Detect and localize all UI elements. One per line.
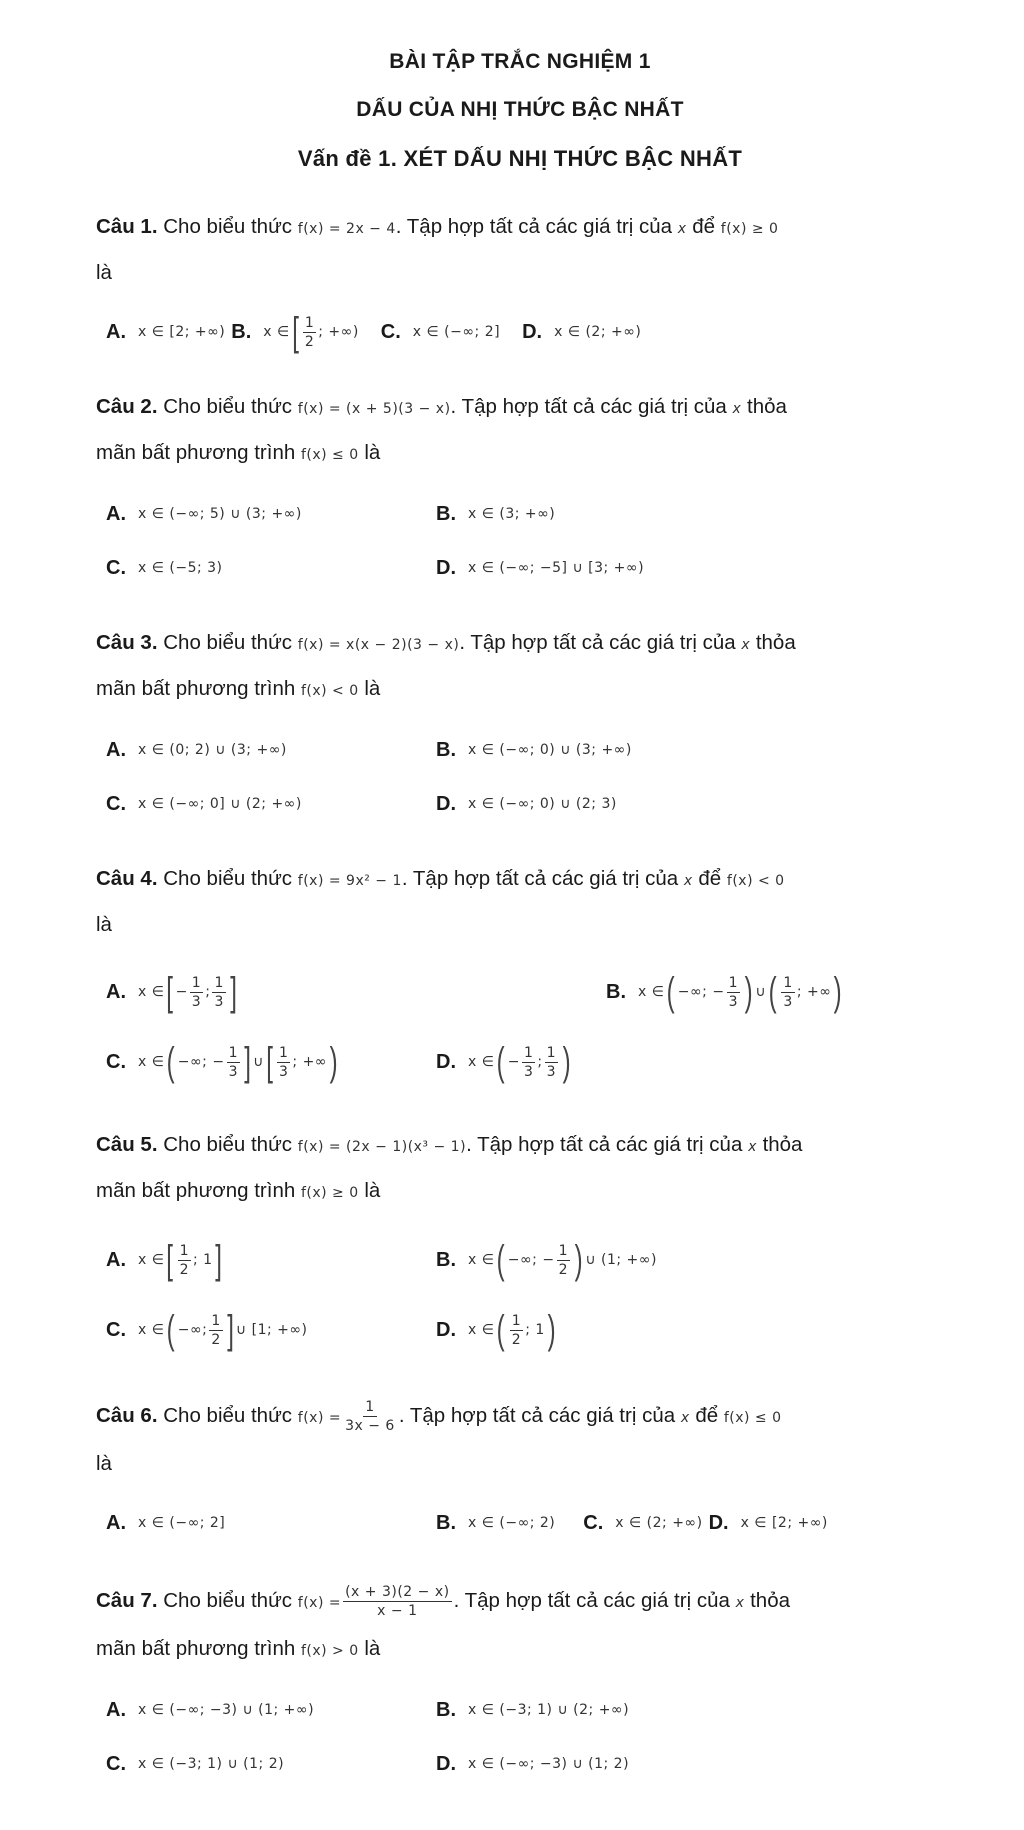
option-d[interactable] [522, 317, 641, 347]
math-expression: f(x) = x(x − 2)(3 − x) [297, 637, 460, 653]
question-text: là [364, 677, 381, 700]
option-text: −∞; [177, 1322, 208, 1338]
option-text: x ∈ [138, 984, 165, 1000]
separator: ; [537, 1054, 543, 1070]
denominator: 3 [278, 1063, 289, 1080]
question-text: thỏa [750, 1588, 790, 1612]
option-a[interactable] [106, 499, 436, 529]
question-text: Cho biểu thức [163, 1588, 293, 1612]
option-d[interactable]: D. x ∈ ( − $\frac{1}{3}$ ; $\frac{1}{3}$ ) [436, 1040, 571, 1084]
chapter-title: DẤU CỦA NHỊ THỨC BẬC NHẤT [356, 98, 684, 121]
option-label: C. [106, 1753, 126, 1775]
question-text: thỏa [762, 1133, 803, 1156]
answer-options [80, 312, 960, 352]
option-d[interactable]: D. x ∈ ( $\frac{1}{2}$ ; 1 ) [436, 1308, 556, 1352]
option-text: ; +∞) [318, 324, 359, 340]
option-label: D. [436, 1753, 456, 1775]
option-label: B. [436, 1699, 456, 1721]
option-label: C. [106, 1319, 126, 1341]
fraction [557, 1242, 570, 1279]
fraction [522, 1044, 535, 1081]
numerator: 1 [558, 1242, 568, 1259]
math-condition: f(x) ≤ 0 [723, 1409, 782, 1426]
option-label: B. [606, 981, 626, 1003]
option-c[interactable] [106, 789, 436, 819]
option-label: D. [708, 1512, 729, 1534]
question-text: thỏa [747, 395, 787, 418]
numerator: 1 [728, 974, 738, 991]
numerator: 1 [524, 1044, 534, 1061]
fraction [303, 314, 316, 351]
option-text: ; 1 [192, 1252, 213, 1268]
question-text: . Tập hợp tất cả các giá trị của [398, 1403, 676, 1427]
option-text: x ∈ [638, 984, 665, 1000]
option-text: x ∈ (−3; 1) ∪ (1; 2) [138, 1756, 285, 1772]
option-text: x ∈ (2; +∞) [554, 324, 642, 340]
math-condition: f(x) ≤ 0 [300, 447, 359, 463]
numerator: 1 [211, 1312, 221, 1329]
option-text: x ∈ (2; +∞) [615, 1515, 703, 1531]
question-stem [80, 1583, 960, 1620]
option-text: x ∈ (−∞; 0] ∪ (2; +∞) [138, 796, 302, 812]
question-6 [80, 1398, 960, 1543]
option-text: −∞; − [677, 984, 725, 1000]
question-number: Câu 7. [96, 1588, 158, 1612]
question-7 [80, 1583, 960, 1784]
question-1 [80, 212, 960, 352]
option-label: A. [106, 1512, 126, 1534]
option-text: x ∈ [2; +∞) [740, 1515, 828, 1531]
option-text: x ∈ [2; +∞) [138, 324, 226, 340]
math-variable: x [677, 221, 687, 237]
option-a[interactable]: A. x ∈ [ $\frac{1}{2}$ ; 1 ] [106, 1238, 222, 1282]
question-text: là [364, 441, 381, 464]
option-text: x ∈ (−∞; −5] ∪ [3; +∞) [468, 560, 645, 576]
question-text: . Tập hợp tất cả các giá trị của [453, 1588, 730, 1612]
math-variable: x [732, 401, 742, 417]
numerator: 1 [214, 974, 224, 991]
option-text: x ∈ (−∞; 0) ∪ (3; +∞) [468, 742, 632, 758]
option-text: ; +∞ [292, 1054, 327, 1070]
option-text: x ∈ (−5; 3) [138, 560, 223, 576]
math-condition: f(x) ≥ 0 [720, 221, 779, 237]
option-a[interactable]: A. x ∈ [ − $\frac{1}{3}$ ; $\frac{1}{3}$ ] [106, 970, 237, 1014]
option-text: x ∈ (−∞; 5) ∪ (3; +∞) [138, 506, 302, 522]
question-number: Câu 3. [96, 631, 158, 654]
question-text: Cho biểu thức [163, 395, 293, 418]
fraction [190, 974, 203, 1011]
option-label: C. [583, 1512, 604, 1534]
question-text-continued [80, 1634, 960, 1666]
math-condition: f(x) ≥ 0 [300, 1185, 359, 1201]
option-text: x ∈ [138, 1322, 165, 1338]
denominator: 3 [191, 993, 202, 1010]
option-c[interactable]: C. x ∈ ( −∞; $\frac{1}{2}$ ] ∪ [1; +∞) [106, 1308, 308, 1352]
question-text: mãn bất phương trình [96, 1637, 296, 1660]
fraction [209, 1312, 222, 1349]
numerator: 1 [511, 1312, 522, 1329]
denominator: x − 1 [377, 1603, 418, 1619]
option-b[interactable] [436, 1695, 629, 1725]
option-c[interactable] [106, 553, 436, 583]
question-text: . Tập hợp tất cả các giá trị của [395, 215, 673, 238]
denominator: 3 [228, 1063, 238, 1080]
option-label: B. [436, 1249, 456, 1271]
math-variable: x [683, 873, 693, 889]
question-text: . Tập hợp tất cả các giá trị của [450, 395, 727, 418]
question-stem [80, 1130, 960, 1162]
option-label: D. [436, 1051, 456, 1073]
denominator: 2 [304, 333, 315, 350]
option-text: x ∈ [263, 324, 290, 340]
option-text: x ∈ (−∞; 2] [412, 324, 501, 340]
question-text: để [695, 1403, 719, 1427]
numerator: 1 [191, 974, 202, 991]
option-label: C. [106, 1051, 126, 1073]
answer-options [80, 964, 960, 1090]
question-4 [80, 864, 960, 1090]
option-label: A. [106, 739, 126, 761]
option-text: x ∈ (3; +∞) [468, 506, 556, 522]
numerator: 1 [304, 314, 315, 331]
question-stem [80, 212, 960, 244]
denominator: 3 [524, 1063, 534, 1080]
option-a[interactable] [106, 1508, 436, 1538]
fraction [781, 974, 794, 1011]
option-text: ∪ [1; +∞) [235, 1322, 308, 1338]
option-text: x ∈ [468, 1252, 495, 1268]
option-text: ; 1 [525, 1322, 545, 1338]
option-label: C. [106, 793, 126, 815]
denominator: 3 [546, 1063, 557, 1080]
question-text: là [364, 1179, 381, 1202]
numerator: 1 [228, 1044, 238, 1061]
option-label: C. [380, 321, 401, 343]
option-text: x ∈ (−∞; −3) ∪ (1; 2) [468, 1756, 630, 1772]
question-number: Câu 6. [96, 1403, 158, 1427]
question-text: Cho biểu thức [163, 1133, 293, 1156]
minus-sign: − [175, 984, 188, 1000]
denominator: 2 [511, 1331, 522, 1348]
question-text-continued [80, 674, 960, 706]
question-text: . Tập hợp tất cả các giá trị của [466, 1133, 743, 1156]
numerator: 1 [546, 1044, 557, 1061]
option-a[interactable] [106, 1695, 436, 1725]
option-d[interactable] [709, 1508, 828, 1538]
option-label: A. [106, 503, 126, 525]
question-text: để [698, 867, 722, 890]
option-a[interactable] [106, 317, 225, 347]
option-label: A. [106, 981, 126, 1003]
option-text: −∞; − [177, 1054, 225, 1070]
option-text: −∞; − [507, 1252, 555, 1268]
option-label: B. [231, 321, 252, 343]
separator: ; [205, 984, 211, 1000]
numerator: 1 [179, 1242, 189, 1259]
option-text: ; +∞ [796, 984, 832, 1000]
question-text: để [692, 215, 716, 238]
worksheet-title: BÀI TẬP TRẮC NGHIỆM 1 [389, 50, 651, 73]
question-text-continued [80, 1176, 960, 1208]
option-text: x ∈ (−3; 1) ∪ (2; +∞) [468, 1702, 630, 1718]
question-text: mãn bất phương trình [96, 1179, 296, 1202]
option-d[interactable] [436, 553, 644, 583]
answer-options [80, 1232, 960, 1358]
denominator: 3 [783, 993, 793, 1010]
option-text: x ∈ (−∞; −3) ∪ (1; +∞) [138, 1702, 315, 1718]
answer-options [80, 1503, 960, 1543]
question-text: là [364, 1637, 381, 1660]
option-d[interactable] [436, 1749, 629, 1779]
math-condition: f(x) > 0 [300, 1643, 359, 1659]
fraction [545, 1044, 558, 1081]
option-text: ∪ (1; +∞) [585, 1252, 657, 1268]
option-a[interactable] [106, 735, 436, 765]
math-variable: x [735, 1594, 745, 1611]
math-expression: f(x) = [297, 1594, 342, 1611]
fraction [178, 1242, 191, 1279]
fraction [227, 1044, 240, 1081]
option-c[interactable]: C. x ∈ ( −∞; − $\frac{1}{3}$ ] ∪ [ $\frac{1}{3}$ ; +∞ ) [106, 1040, 338, 1084]
fraction [343, 1398, 397, 1435]
option-label: A. [106, 1699, 126, 1721]
question-text: . Tập hợp tất cả các giá trị của [401, 867, 679, 890]
option-b[interactable]: B. x ∈ ( −∞; − $\frac{1}{3}$ ) ∪ ( $\frac{1}{3}$ ; +∞ ) [606, 970, 843, 1014]
fraction [277, 1044, 290, 1081]
option-c[interactable] [583, 1508, 702, 1538]
answer-options [80, 494, 960, 588]
option-text: x ∈ (−∞; 0) ∪ (2; 3) [468, 796, 617, 812]
option-label: A. [106, 1249, 126, 1271]
question-stem [80, 1398, 960, 1435]
denominator: 3x − 6 [345, 1418, 395, 1434]
option-b[interactable] [436, 499, 555, 529]
option-d[interactable] [436, 789, 617, 819]
option-label: D. [436, 1319, 456, 1341]
math-variable: x [748, 1139, 757, 1155]
option-text: x ∈ [138, 1054, 165, 1070]
question-number: Câu 5. [96, 1133, 158, 1156]
option-text: x ∈ (0; 2) ∪ (3; +∞) [138, 742, 287, 758]
question-text: mãn bất phương trình [96, 677, 296, 700]
option-b[interactable]: B. x ∈ [ $\frac{1}{2}$ ; +∞) [231, 310, 359, 354]
option-label: B. [436, 503, 456, 525]
math-expression: f(x) = [297, 1409, 342, 1426]
question-text: Cho biểu thức [163, 867, 293, 890]
fraction [212, 974, 225, 1011]
union-sign: ∪ [253, 1054, 264, 1070]
question-text: thỏa [755, 631, 796, 654]
option-label: A. [106, 321, 126, 343]
question-number: Câu 2. [96, 395, 158, 418]
union-sign: ∪ [755, 984, 767, 1000]
math-variable: x [680, 1409, 690, 1426]
option-label: D. [436, 557, 456, 579]
option-b[interactable] [436, 735, 632, 765]
question-text: Cho biểu thức [163, 1403, 293, 1427]
minus-sign: − [507, 1054, 520, 1070]
fraction [343, 1583, 452, 1620]
answer-options [80, 730, 960, 824]
option-c[interactable] [381, 317, 500, 347]
option-text: x ∈ [468, 1054, 495, 1070]
question-2 [80, 392, 960, 588]
denominator: 3 [214, 993, 224, 1010]
math-expression: f(x) = (2x − 1)(x³ − 1) [297, 1139, 467, 1155]
question-stem [80, 628, 960, 660]
option-c[interactable] [106, 1749, 436, 1779]
option-b[interactable]: B. x ∈ ( −∞; − $\frac{1}{2}$ ) ∪ (1; +∞) [436, 1238, 657, 1282]
question-text: là [96, 913, 112, 936]
question-text: Cho biểu thức [163, 215, 293, 238]
option-label: D. [436, 793, 456, 815]
math-variable: x [741, 637, 751, 653]
denominator: 2 [211, 1331, 221, 1348]
answer-options [80, 1690, 960, 1784]
fraction [727, 974, 740, 1011]
denominator: 2 [179, 1261, 189, 1278]
option-text: x ∈ [468, 1322, 495, 1338]
section-title: Vấn đề 1. XÉT DẤU NHỊ THỨC BẬC NHẤT [297, 146, 743, 171]
question-3 [80, 628, 960, 824]
question-stem [80, 392, 960, 424]
question-stem [80, 864, 960, 896]
numerator: 1 [783, 974, 793, 991]
numerator: (x + 3)(2 − x) [345, 1584, 450, 1600]
question-text: là [96, 1452, 112, 1475]
option-label: B. [436, 1512, 456, 1534]
option-label: C. [106, 557, 126, 579]
math-expression: f(x) = (x + 5)(3 − x) [297, 401, 451, 417]
question-text: Cho biểu thức [163, 631, 293, 654]
option-label: D. [522, 321, 543, 343]
denominator: 2 [558, 1261, 568, 1278]
math-expression: f(x) = 9x² − 1 [297, 873, 402, 889]
question-text: mãn bất phương trình [96, 441, 296, 464]
question-5 [80, 1130, 960, 1358]
option-text: x ∈ [138, 1252, 165, 1268]
question-text-continued [80, 438, 960, 470]
numerator: 1 [365, 1399, 375, 1415]
question-text: . Tập hợp tất cả các giá trị của [459, 631, 736, 654]
fraction [510, 1312, 523, 1349]
option-label: B. [436, 739, 456, 761]
denominator: 3 [728, 993, 738, 1010]
math-condition: f(x) < 0 [300, 683, 359, 699]
question-number: Câu 4. [96, 867, 158, 890]
question-text: là [96, 261, 112, 284]
numerator: 1 [278, 1044, 289, 1061]
option-text: x ∈ (−∞; 2] [138, 1515, 226, 1531]
option-b[interactable] [436, 1508, 555, 1538]
math-condition: f(x) < 0 [726, 873, 785, 889]
math-expression: f(x) = 2x − 4 [297, 221, 396, 237]
question-number: Câu 1. [96, 215, 158, 238]
option-text: x ∈ (−∞; 2) [468, 1515, 556, 1531]
